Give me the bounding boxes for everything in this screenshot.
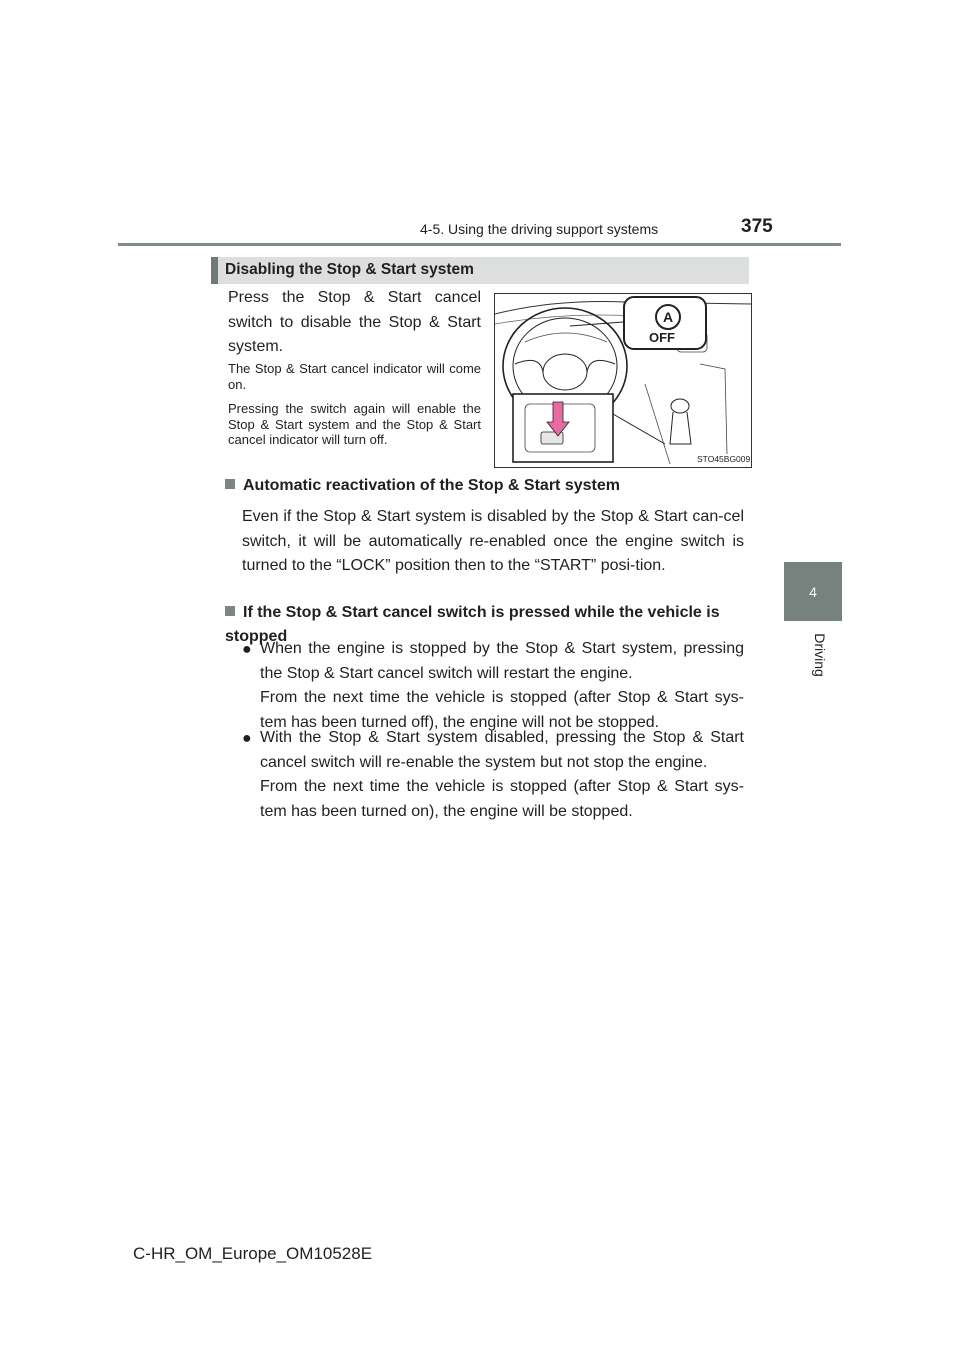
pressed-heading-text: If the Stop & Start cancel switch is pressed while the vehicle is stopped — [225, 604, 720, 645]
intro-note-1: The Stop & Start cancel indicator will come on. — [228, 361, 481, 392]
dashboard-illustration — [494, 293, 752, 468]
intro-text: Press the Stop & Start cancel switch to disable the Stop & Start system. — [228, 289, 481, 355]
bullet-dot-icon: ● — [242, 730, 252, 747]
dashboard-drawing — [495, 294, 751, 467]
auto-reactivation-heading — [225, 474, 755, 498]
chapter-label: Driving — [812, 633, 828, 677]
document-footer: C-HR_OM_Europe_OM10528E — [133, 1244, 373, 1263]
illustration-code: STO45BG009 — [697, 454, 751, 464]
bullet-1-text: When the engine is stopped by the Stop & Start system, pressing the Stop & Start cancel switch will restart the engine. — [260, 640, 744, 682]
bullet-2-more: From the next time the vehicle is stopped (after Stop & Start sys-tem has been turned on), the engine will be stopped. — [260, 778, 744, 820]
switch-off-label: OFF — [649, 330, 675, 345]
auto-reactivation-heading-text: Automatic reactivation of the Stop & Start system — [243, 477, 620, 494]
square-bullet-icon — [225, 479, 235, 489]
page-number: 375 — [741, 216, 773, 237]
intro-note-2: Pressing the switch again will enable the Stop & Start system and the Stop & Start cancel indicator will turn off. — [228, 401, 481, 447]
bullet-dot-icon: ● — [242, 641, 252, 658]
section-title-bar — [211, 257, 749, 284]
auto-reactivation-text: Even if the Stop & Start system is disabled by the Stop & Start can-cel switch, it will be automatically re-enabled once the engine switch is turned to the “LOCK” position then to the “START” posi-tion. — [242, 508, 744, 574]
section-title-accent — [211, 257, 218, 284]
section-title: Disabling the Stop & Start system — [225, 261, 474, 278]
auto-stop-icon: A — [655, 304, 681, 330]
bullet-1-more: From the next time the vehicle is stopped (after Stop & Start sys-tem has been turned off), the engine will not be stopped. — [260, 689, 744, 731]
bullet-2-text: With the Stop & Start system disabled, pressing the Stop & Start cancel switch will re-enable the system but not stop the engine. — [260, 729, 744, 771]
running-header: 4-5. Using the driving support systems — [420, 221, 659, 237]
header-rule — [118, 243, 841, 246]
square-bullet-icon — [225, 606, 235, 616]
chapter-tab: 4 — [784, 562, 842, 621]
chapter-label-container — [812, 625, 826, 685]
